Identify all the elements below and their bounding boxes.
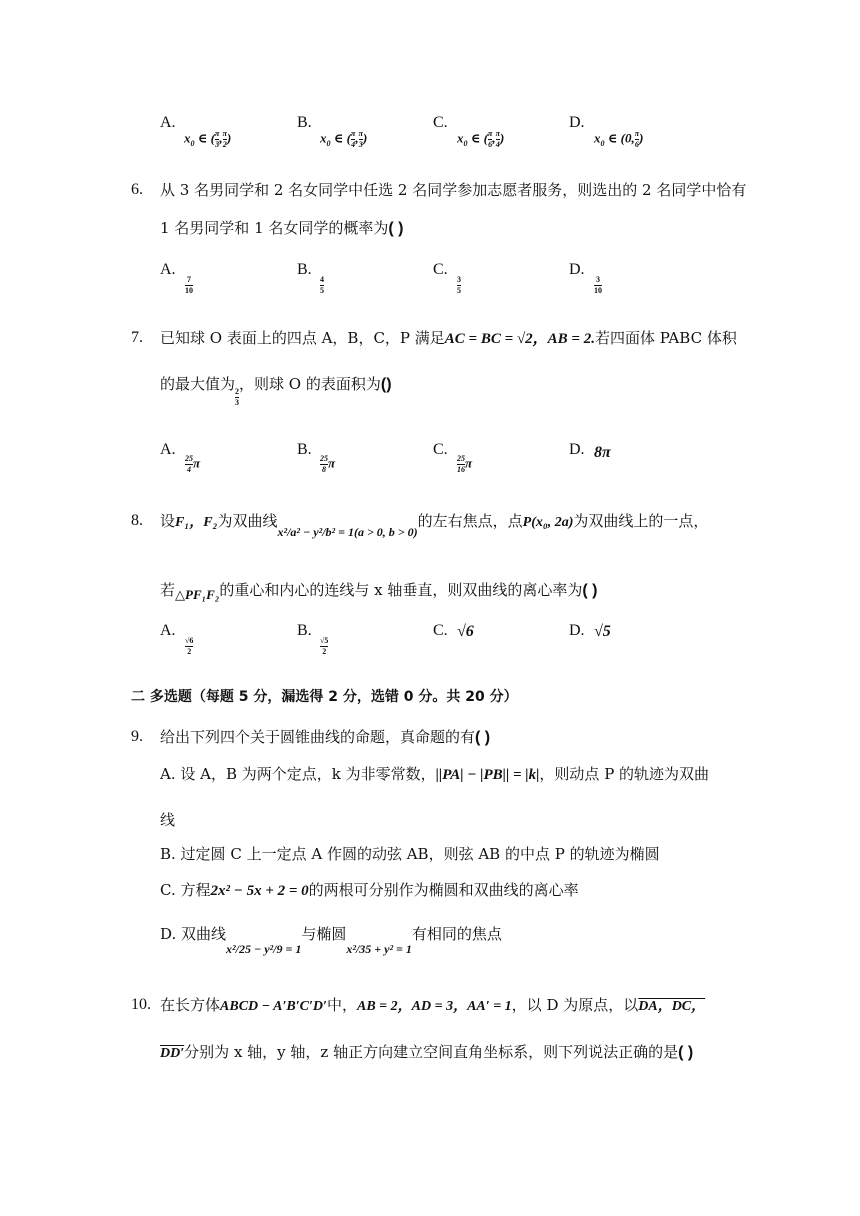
- q7-option-c-label: C.: [433, 441, 448, 458]
- q8-number: 8.: [131, 512, 143, 529]
- q8-option-d-label: D.: [569, 622, 585, 639]
- q7-option-c-math: $\frac{25}{16}$ π: [457, 454, 473, 474]
- q6-option-d-label: D.: [569, 261, 585, 278]
- q6-option-a-frac: $\frac{7}{10}$: [185, 275, 193, 295]
- q8-option-b-frac: $\frac{√5}{2}$: [320, 636, 329, 656]
- q6-option-a-label: A.: [160, 261, 176, 278]
- q7-option-d-math: 8π: [594, 444, 611, 461]
- q6-option-b-frac: $\frac{4}{5}$: [320, 275, 324, 295]
- q7-option-b-label: B.: [297, 441, 312, 458]
- q5-option-c-label: C.: [433, 114, 448, 131]
- q6-option-b-label: B.: [297, 261, 312, 278]
- q9-option-d: D. 双曲线$_{x^2/25 - y^2/9 = 1}$与椭圆$_{x^2/35 + y^2 = 1}$有相同的焦点: [160, 925, 502, 956]
- q7-stem-line1: 已知球 O 表面上的四点 A，B，C，P 满足AC = BC = √2，AB = 2.若四面体 PABC 体积: [160, 329, 737, 347]
- q5-option-d-label: D.: [569, 114, 585, 131]
- q5-option-d-math: $x_0$ ∈ (0, $\frac{\pi}{6}$ ): [594, 129, 644, 149]
- q8-option-a-label: A.: [160, 622, 176, 639]
- q6-stem-line2: 1 名男同学和 1 名女同学的概率为( ): [160, 219, 404, 237]
- q8-option-d-math: √5: [594, 623, 611, 640]
- q9-stem: 给出下列四个关于圆锥曲线的命题，真命题的有( ): [160, 728, 491, 746]
- q7-stem-line2: 的最大值为 $\frac{2}{3}$ ，则球 O 的表面积为(): [160, 375, 392, 407]
- q6-stem-line1: 从 3 名男同学和 2 名女同学中任选 2 名同学参加志愿者服务，则选出的 2 名同学中恰有: [160, 181, 747, 199]
- q8-option-b-label: B.: [297, 622, 312, 639]
- q8-option-c-math: √6: [457, 623, 474, 640]
- q10-stem-line1: 在长方体ABCD − A′B′C′D′中，AB = 2，AD = 3，AA′ = 1，以 D 为原点，以DA，DC，: [160, 996, 706, 1014]
- q9-option-a-continued: 线: [160, 811, 176, 829]
- q6-number: 6.: [131, 181, 143, 198]
- section-2-heading: 二 多选题（每题 5 分，漏选得 2 分，选错 0 分。共 20 分）: [131, 689, 518, 705]
- q6-option-c-label: C.: [433, 261, 448, 278]
- q6-option-c-frac: $\frac{3}{5}$: [457, 275, 461, 295]
- q7-option-b-math: $\frac{25}{8}$ π: [320, 454, 336, 474]
- q8-stem-line2: 若△PF₁F₂的重心和内心的连线与 x 轴垂直，则双曲线的离心率为( ): [160, 581, 598, 602]
- q6-option-d-frac: $\frac{3}{10}$: [594, 275, 602, 295]
- q5-option-b-label: B.: [297, 114, 312, 131]
- q7-option-a-math: $\frac{25}{4}$ π: [185, 454, 201, 474]
- q5-option-a-math: $x_0$ ∈ ( $\frac{\pi}{3}$ , $\frac{\pi}{2}$ ): [184, 129, 232, 149]
- q10-number: 10.: [131, 996, 151, 1013]
- q9-option-a: A. 设 A，B 为两个定点，k 为非零常数，||PA| − |PB|| = |k|，则动点 P 的轨迹为双曲: [160, 765, 710, 783]
- q7-option-d-label: D.: [569, 441, 585, 458]
- q8-option-a-frac: $\frac{√6}{2}$: [185, 636, 194, 656]
- q5-option-c-math: $x_0$ ∈ ( $\frac{\pi}{6}$ , $\frac{\pi}{4}$ ): [457, 129, 505, 149]
- q9-number: 9.: [131, 728, 143, 745]
- q5-option-a-label: A.: [160, 114, 176, 131]
- q5-option-b-math: $x_0$ ∈ ( $\frac{\pi}{4}$ , $\frac{\pi}{3}$ ): [320, 129, 368, 149]
- q9-option-c: C. 方程2x² − 5x + 2 = 0的两根可分别作为椭圆和双曲线的离心率: [160, 881, 579, 899]
- q9-option-b: B. 过定圆 C 上一定点 A 作圆的动弦 AB，则弦 AB 的中点 P 的轨迹为椭圆: [160, 845, 660, 863]
- q10-stem-line2: DD′分别为 x 轴，y 轴，z 轴正方向建立空间直角坐标系，则下列说法正确的是( ): [160, 1043, 694, 1061]
- q7-number: 7.: [131, 329, 143, 346]
- q8-option-c-label: C.: [433, 622, 448, 639]
- q8-stem-line1: 设F₁，F₂为双曲线$_{x^2/a^2 - y^2/b^2 = 1(a > 0, b > 0)}$的左右焦点，点P(x₀, 2a)为双曲线上的一点，: [160, 512, 709, 539]
- q7-option-a-label: A.: [160, 441, 176, 458]
